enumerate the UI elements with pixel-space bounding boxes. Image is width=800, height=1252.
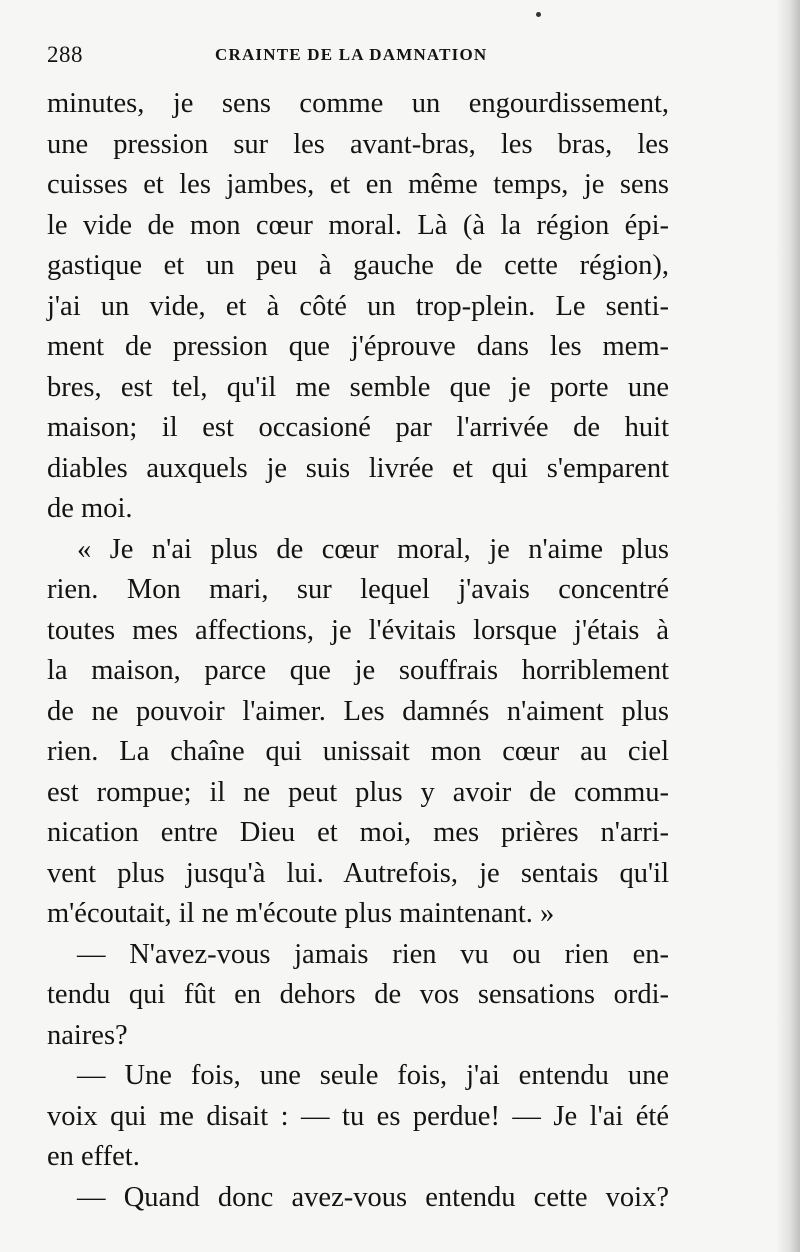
- text-line: vent plus jusqu'à lui. Autrefois, je sentais qu'il: [47, 857, 669, 889]
- text-line: minutes, je sens comme un engourdissement,: [47, 88, 669, 119]
- body-text: [47, 84, 669, 1218]
- page-header: [47, 42, 737, 72]
- text-line: m'écoutait, il ne m'écoute plus maintenant. »: [47, 898, 555, 929]
- text-line: tendu qui fût en dehors de vos sensations ordi-: [47, 979, 669, 1010]
- text-line: — Une fois, une seule fois, j'ai entendu une: [77, 1060, 669, 1091]
- text-line: diables auxquels je suis livrée et qui s'emparent: [47, 452, 669, 484]
- text-line: la maison, parce que je souffrais horriblement: [47, 655, 669, 686]
- running-head: CRAINTE DE LA DAMNATION: [215, 45, 488, 64]
- text-line: « Je n'ai plus de cœur moral, je n'aime plus: [77, 533, 669, 565]
- text-line: de moi.: [47, 493, 133, 524]
- text-line: rien. Mon mari, sur lequel j'avais concentré: [47, 574, 669, 605]
- text-line: voix qui me disait : — tu es perdue! — Je l'ai été: [47, 1100, 669, 1132]
- text-line: est rompue; il ne peut plus y avoir de commu-: [47, 776, 669, 808]
- text-line: une pression sur les avant-bras, les bras, les: [47, 128, 669, 160]
- text-line: ment de pression que j'éprouve dans les mem-: [47, 331, 669, 362]
- text-line: — Quand donc avez-vous entendu cette voix?: [77, 1181, 669, 1213]
- text-line: toutes mes affections, je l'évitais lorsque j'étais à: [47, 614, 669, 646]
- text-line: en effet.: [47, 1141, 140, 1172]
- text-line: bres, est tel, qu'il me semble que je porte une: [47, 371, 669, 403]
- page-edge-shadow: [776, 0, 800, 1252]
- text-line: rien. La chaîne qui unissait mon cœur au ciel: [47, 736, 669, 767]
- text-line: cuisses et les jambes, et en même temps, je sens: [47, 169, 669, 200]
- text-line: nication entre Dieu et moi, mes prières n'arri-: [47, 817, 669, 848]
- text-line: de ne pouvoir l'aimer. Les damnés n'aiment plus: [47, 695, 669, 727]
- text-line: maison; il est occasioné par l'arrivée de huit: [47, 412, 669, 443]
- text-line: j'ai un vide, et à côté un trop-plein. Le senti-: [47, 290, 669, 322]
- text-line: gastique et un peu à gauche de cette région),: [47, 250, 669, 281]
- text-line: — N'avez-vous jamais rien vu ou rien en-: [77, 938, 669, 970]
- page-number: 288: [47, 42, 83, 67]
- ink-speck: [536, 12, 541, 17]
- text-line: le vide de mon cœur moral. Là (à la région épi-: [47, 209, 669, 241]
- text-line: naires?: [47, 1019, 128, 1051]
